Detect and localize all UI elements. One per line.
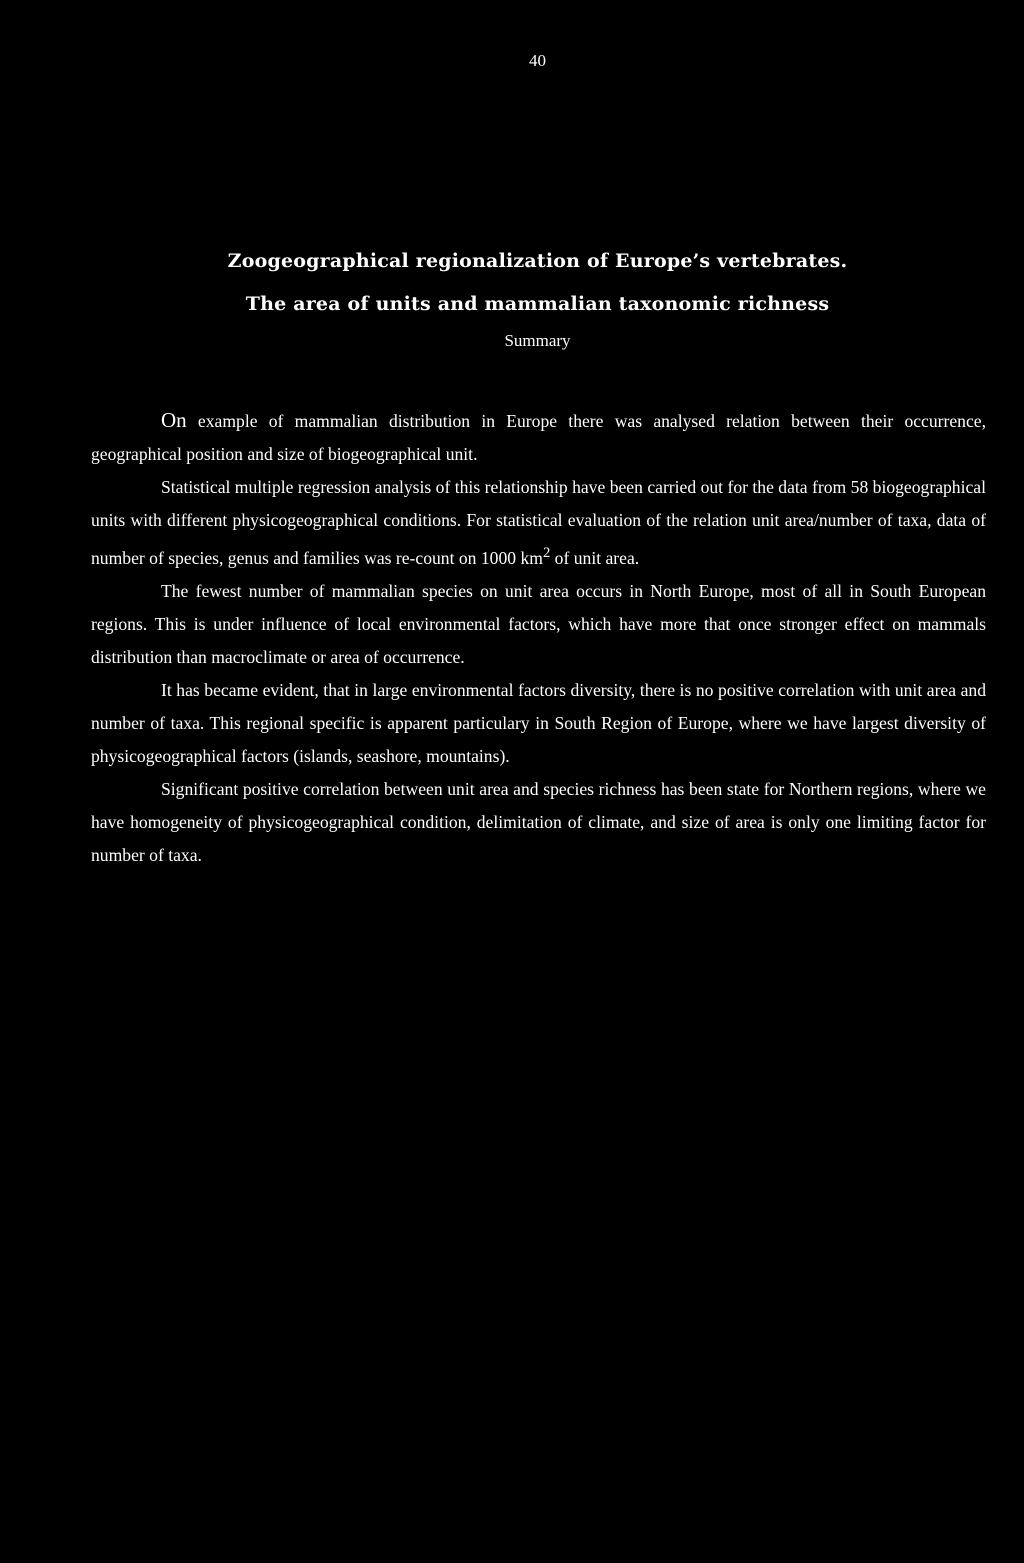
summary-body — [91, 404, 986, 872]
paragraph-1-text: example of mammalian distribution in Europe there was analysed relation between their occurrence, geographical position and size of biogeographical unit. — [91, 411, 986, 464]
paragraph-5: Significant positive correlation between unit area and species richness has been state for Northern regions, where we have homogeneity of physicogeographical condition, delimitation of climate, and size of area is only one limiting factor for number of taxa. — [91, 778, 986, 865]
summary-heading: Summary — [504, 331, 571, 350]
paragraph-2 — [91, 471, 986, 575]
title-line-1: Zoogeographical regionalization of Europe’s vertebrates. — [227, 250, 848, 272]
paragraph-1 — [91, 404, 986, 471]
paragraph-1-lead: On — [161, 408, 187, 432]
paragraph-4: It has became evident, that in large environmental factors diversity, there is no positive correlation with unit area and number of taxa. This regional specific is apparent particulary in South Region of Europe, where we have largest diversity of physicogeographical factors (islands, seashore, mountains). — [91, 679, 986, 766]
paragraph-2-text: Statistical multiple regression analysis of this relationship have been carried out for the data from 58 biogeographical units with different physicogeographical conditions. For statistical evaluation of the relation unit area/number of taxa, data of number of species, genus and families was re-count on 1000 km — [91, 477, 986, 568]
title-line-2: The area of units and mammalian taxonomic richness — [245, 293, 830, 315]
paragraph-3: The fewest number of mammalian species on unit area occurs in North Europe, most of all in South European regions. This is under influence of local environmental factors, which have more that once stronger effect on mammals distribution than macroclimate or area of occurrence. — [91, 580, 986, 667]
superscript-2: 2 — [542, 545, 551, 561]
page-number: 40 — [529, 51, 546, 70]
paragraph-2-end: of unit area. — [550, 547, 640, 568]
